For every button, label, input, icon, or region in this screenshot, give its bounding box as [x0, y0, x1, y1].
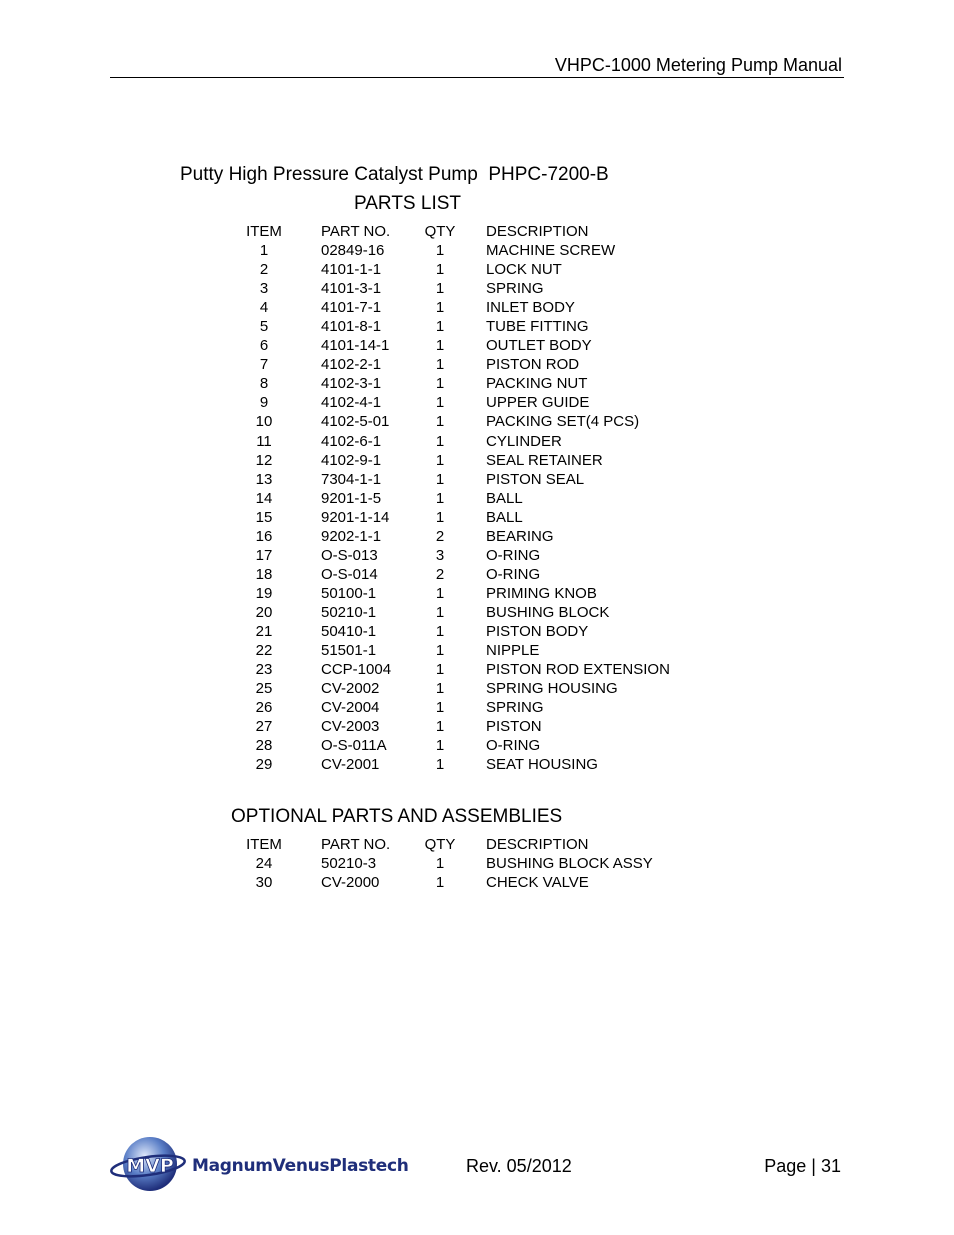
- optional-parts-table: [0, 835, 954, 892]
- table-header-row: [0, 835, 954, 854]
- part-number-cell: 4101-1-1: [321, 261, 382, 279]
- item-cell: 17: [255, 546, 273, 564]
- description-cell: PISTON SEAL: [486, 470, 585, 488]
- quantity-cell: 3: [435, 546, 445, 564]
- quantity-cell: 1: [435, 622, 445, 640]
- item-cell: 23: [255, 661, 273, 679]
- table-row: [0, 641, 954, 660]
- quantity-cell: 1: [435, 680, 445, 698]
- column-header-qty: QTY: [424, 223, 456, 240]
- description-cell: LOCK NUT: [486, 261, 562, 279]
- optional-parts-rows: [0, 854, 954, 892]
- quantity-cell: 1: [435, 318, 445, 336]
- table-row: [0, 298, 954, 317]
- item-cell: 12: [255, 451, 273, 469]
- part-number-cell: 4102-3-1: [321, 375, 382, 393]
- quantity-cell: 1: [435, 280, 445, 298]
- part-number-cell: 9201-1-5: [321, 489, 382, 507]
- description-cell: PACKING NUT: [486, 375, 588, 393]
- table-row: [0, 470, 954, 489]
- table-row: [0, 241, 954, 260]
- description-cell: PRIMING KNOB: [486, 584, 597, 602]
- item-cell: 15: [255, 508, 273, 526]
- company-logo: [110, 1134, 409, 1196]
- part-number-cell: 50210-1: [321, 603, 377, 621]
- item-cell: 4: [259, 299, 269, 317]
- item-cell: 30: [255, 874, 273, 892]
- item-cell: 27: [255, 718, 273, 736]
- part-number-cell: O-S-011A: [321, 737, 387, 755]
- quantity-cell: 1: [435, 603, 445, 621]
- table-row: [0, 873, 954, 892]
- parts-rows: [0, 241, 954, 774]
- logo-badge: MVP: [126, 1155, 174, 1177]
- quantity-cell: 2: [435, 527, 445, 545]
- item-cell: 8: [259, 375, 269, 393]
- column-header-part: PART NO.: [321, 836, 391, 853]
- item-cell: 14: [255, 489, 273, 507]
- logo-text: MagnumVenusPlastech: [192, 1156, 409, 1176]
- item-cell: 1: [259, 242, 269, 260]
- table-row: [0, 374, 954, 393]
- part-number-cell: 7304-1-1: [321, 470, 382, 488]
- item-cell: 22: [255, 642, 273, 660]
- item-cell: 5: [259, 318, 269, 336]
- part-number-cell: 02849-16: [321, 242, 385, 260]
- description-cell: PISTON ROD: [486, 356, 580, 374]
- description-cell: CYLINDER: [486, 432, 562, 450]
- table-row: [0, 393, 954, 412]
- table-row: [0, 755, 954, 774]
- table-row: [0, 854, 954, 873]
- item-cell: 6: [259, 337, 269, 355]
- table-row: [0, 489, 954, 508]
- table-row: [0, 279, 954, 298]
- part-number-cell: 9201-1-14: [321, 508, 390, 526]
- part-number-cell: 4101-7-1: [321, 299, 382, 317]
- table-row: [0, 622, 954, 641]
- table-row: [0, 317, 954, 336]
- table-row: [0, 451, 954, 470]
- description-cell: SPRING: [486, 280, 544, 298]
- footer-page-number: Page | 31: [764, 1156, 841, 1176]
- table-row: [0, 355, 954, 374]
- quantity-cell: 1: [435, 718, 445, 736]
- description-cell: SPRING HOUSING: [486, 680, 618, 698]
- quantity-cell: 1: [435, 642, 445, 660]
- part-number-cell: 51501-1: [321, 642, 377, 660]
- description-cell: SPRING: [486, 699, 544, 717]
- header-rule: [110, 77, 844, 78]
- part-number-cell: O-S-014: [321, 565, 378, 583]
- part-number-cell: 4101-8-1: [321, 318, 382, 336]
- item-cell: 9: [259, 394, 269, 412]
- item-cell: 2: [259, 261, 269, 279]
- item-cell: 28: [255, 737, 273, 755]
- quantity-cell: 1: [435, 337, 445, 355]
- description-cell: SEAL RETAINER: [486, 451, 603, 469]
- mvp-globe-icon: [110, 1134, 190, 1196]
- description-cell: BUSHING BLOCK ASSY: [486, 855, 653, 873]
- quantity-cell: 1: [435, 242, 445, 260]
- item-cell: 7: [259, 356, 269, 374]
- table-row: [0, 565, 954, 584]
- quantity-cell: 1: [435, 489, 445, 507]
- table-row: [0, 603, 954, 622]
- column-header-qty: QTY: [424, 836, 456, 853]
- description-cell: PISTON ROD EXTENSION: [486, 661, 670, 679]
- item-cell: 20: [255, 603, 273, 621]
- part-number-cell: 4102-4-1: [321, 394, 382, 412]
- description-cell: UPPER GUIDE: [486, 394, 590, 412]
- part-number-cell: 50210-3: [321, 855, 377, 873]
- quantity-cell: 1: [435, 356, 445, 374]
- description-cell: CHECK VALVE: [486, 874, 589, 892]
- table-row: [0, 336, 954, 355]
- item-cell: 24: [255, 855, 273, 873]
- item-cell: 25: [255, 680, 273, 698]
- item-cell: 10: [255, 413, 273, 431]
- description-cell: PISTON BODY: [486, 622, 589, 640]
- part-number-cell: CV-2000: [321, 874, 380, 892]
- part-number-cell: CV-2003: [321, 718, 380, 736]
- table-row: [0, 508, 954, 527]
- item-cell: 16: [255, 527, 273, 545]
- quantity-cell: 1: [435, 699, 445, 717]
- header-title: VHPC-1000 Metering Pump Manual: [554, 55, 842, 75]
- quantity-cell: 1: [435, 299, 445, 317]
- quantity-cell: 2: [435, 565, 445, 583]
- quantity-cell: 1: [435, 874, 445, 892]
- item-cell: 19: [255, 584, 273, 602]
- description-cell: BEARING: [486, 527, 554, 545]
- quantity-cell: 1: [435, 855, 445, 873]
- quantity-cell: 1: [435, 470, 445, 488]
- table-row: [0, 432, 954, 451]
- part-number-cell: 9202-1-1: [321, 527, 382, 545]
- part-number-cell: 4101-3-1: [321, 280, 382, 298]
- description-cell: NIPPLE: [486, 642, 540, 660]
- item-cell: 21: [255, 622, 273, 640]
- description-cell: PACKING SET(4 PCS): [486, 413, 640, 431]
- description-cell: BALL: [486, 489, 523, 507]
- quantity-cell: 1: [435, 413, 445, 431]
- part-number-cell: CV-2004: [321, 699, 380, 717]
- item-cell: 26: [255, 699, 273, 717]
- column-header-item: ITEM: [246, 836, 282, 853]
- table-row: [0, 527, 954, 546]
- description-cell: O-RING: [486, 546, 541, 564]
- table-row: [0, 584, 954, 603]
- quantity-cell: 1: [435, 661, 445, 679]
- description-cell: O-RING: [486, 565, 541, 583]
- item-cell: 13: [255, 470, 273, 488]
- part-number-cell: 50410-1: [321, 622, 377, 640]
- part-number-cell: O-S-013: [321, 546, 378, 564]
- quantity-cell: 1: [435, 261, 445, 279]
- column-header-part: PART NO.: [321, 223, 391, 240]
- part-number-cell: 4102-5-01: [321, 413, 390, 431]
- table-row: [0, 260, 954, 279]
- column-header-description: DESCRIPTION: [486, 836, 589, 853]
- description-cell: O-RING: [486, 737, 541, 755]
- part-number-cell: 4101-14-1: [321, 337, 390, 355]
- table-row: [0, 717, 954, 736]
- part-number-cell: CV-2001: [321, 756, 380, 774]
- quantity-cell: 1: [435, 451, 445, 469]
- optional-parts-heading: OPTIONAL PARTS AND ASSEMBLIES: [231, 806, 563, 827]
- table-row: [0, 660, 954, 679]
- description-cell: BUSHING BLOCK: [486, 603, 610, 621]
- column-header-description: DESCRIPTION: [486, 223, 589, 240]
- quantity-cell: 1: [435, 737, 445, 755]
- description-cell: MACHINE SCREW: [486, 242, 616, 260]
- item-cell: 29: [255, 756, 273, 774]
- column-header-item: ITEM: [246, 223, 282, 240]
- quantity-cell: 1: [435, 756, 445, 774]
- part-number-cell: CV-2002: [321, 680, 380, 698]
- quantity-cell: 1: [435, 375, 445, 393]
- item-cell: 3: [259, 280, 269, 298]
- description-cell: BALL: [486, 508, 523, 526]
- part-number-cell: 4102-2-1: [321, 356, 382, 374]
- quantity-cell: 1: [435, 432, 445, 450]
- item-cell: 18: [255, 565, 273, 583]
- parts-table: [0, 222, 954, 774]
- quantity-cell: 1: [435, 584, 445, 602]
- description-cell: OUTLET BODY: [486, 337, 592, 355]
- footer-revision: Rev. 05/2012: [466, 1156, 572, 1176]
- table-header-row: [0, 222, 954, 241]
- table-row: [0, 736, 954, 755]
- description-cell: TUBE FITTING: [486, 318, 589, 336]
- table-row: [0, 698, 954, 717]
- description-cell: PISTON: [486, 718, 542, 736]
- description-cell: SEAT HOUSING: [486, 756, 598, 774]
- part-number-cell: 4102-6-1: [321, 432, 382, 450]
- document-title: Putty High Pressure Catalyst Pump PHPC-7200-B: [180, 164, 609, 185]
- part-number-cell: CCP-1004: [321, 661, 392, 679]
- table-row: [0, 412, 954, 431]
- table-row: [0, 546, 954, 565]
- table-row: [0, 679, 954, 698]
- quantity-cell: 1: [435, 508, 445, 526]
- parts-list-heading: PARTS LIST: [354, 193, 461, 214]
- description-cell: INLET BODY: [486, 299, 575, 317]
- item-cell: 11: [256, 432, 272, 450]
- quantity-cell: 1: [435, 394, 445, 412]
- part-number-cell: 50100-1: [321, 584, 377, 602]
- part-number-cell: 4102-9-1: [321, 451, 382, 469]
